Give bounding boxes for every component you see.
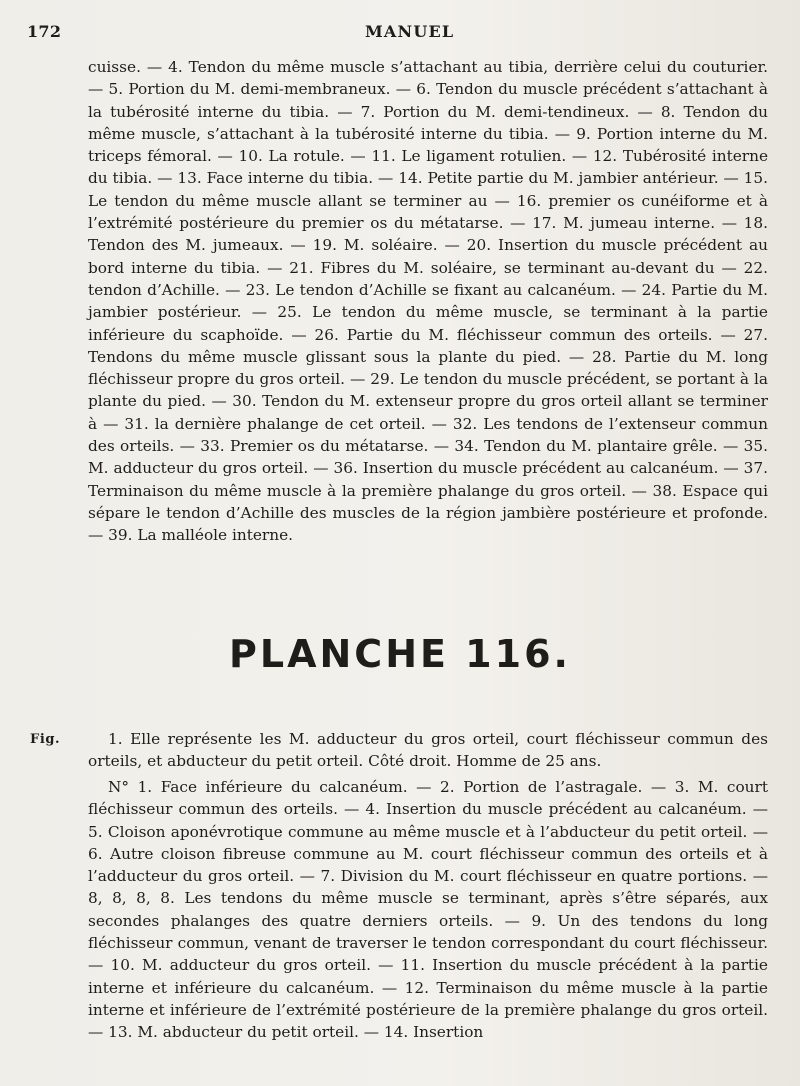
plate-heading: PLANCHE 116. [229,632,571,676]
page-number: 172 [27,22,62,41]
figure-caption-text: Elle représente les M. adducteur du gros orteil, court fléchisseur commun des orteils, et abducteur du petit orteil. Côté droit. Homme de 25 ans. [88,730,768,771]
continued-legend-paragraph: cuisse. — 4. Tendon du même muscle s’attachant au tibia, derrière celui du couturier. — 5. Portion du M. demi-membraneux. — 6. Tendon du muscle précédent s’attachant à la tubérosité interne du tibia. — 7. Portion du M. demi-tendineux. — 8. Tendon du même muscle, s’attachant à la tubérosité interne du tibia. — 9. Portion interne du M. triceps fémoral. — 10. La rotule. — 11. Le ligament rotulien. — 12. Tubérosité interne du tibia. — 13. Face interne du tibia. — 14. Petite partie du M. jambier antérieur. — 15. Le tendon du même muscle allant se terminer au — 16. premier os cunéiforme et à l’extrémité postérieure du premier os du métatarse. — 17. M. jumeau interne. — 18. Tendon des M. jumeaux. — 19. M. soléaire. — 20. Insertion du muscle précédent au bord interne du tibia. — 21. Fibres du M. soléaire, se terminant au-devant du — 22. tendon d’Achille. — 23. Le tendon d’Achille se fixant au calcanéum. — 24. Partie du M. jambier postérieur. — 25. Le tendon du même muscle, se terminant à la partie inférieure du scaphoïde. — 26. Partie du M. fléchisseur commun des orteils. — 27. Tendons du même muscle glissant sous la plante du pied. — 28. Partie du M. long fléchisseur propre du gros orteil. — 29. Le tendon du muscle précédent, se portant à la plante du pied. — 30. Tendon du M. extenseur propre du gros orteil allant se terminer à — 31. la dernière phalange de cet orteil. — 32. Les tendons de l’extenseur commun des orteils. — 33. Premier os du métatarse. — 34. Tendon du M. plantaire grêle. — 35. M. adducteur du gros orteil. — 36. Insertion du muscle précédent au calcanéum. — 37. Terminaison du même muscle à la première phalange du gros orteil. — 38. Espace qui sépare le tendon d’Achille des muscles de la région jambière postérieure et profonde. — 39. La malléole interne. [88,58,768,545]
running-header [27,22,778,48]
figure-legend-paragraph: N° 1. Face inférieure du calcanéum. — 2. Portion de l’astragale. — 3. M. court fléchisseur commun des orteils. — 4. Insertion du muscle précédent au calcanéum. — 5. Cloison aponévrotique commune au même muscle et à l’abducteur du petit orteil. — 6. Autre cloison fibreuse commune au M. court fléchisseur commun des orteils et à l’adducteur du gros orteil. — 7. Division du M. court fléchisseur en quatre portions. — 8, 8, 8, 8. Les tendons du même muscle se terminant, après s’être séparés, aux secondes phalanges des quatre derniers orteils. — 9. Un des tendons du long fléchisseur commun, venant de traverser le tendon correspondant du court fléchisseur. — 10. M. adducteur du gros orteil. — 11. Insertion du muscle précédent à la partie interne et inférieure du calcanéum. — 12. Terminaison du même muscle à la partie interne et inférieure de l’extrémité postérieure de la première phalange du gros orteil. — 13. M. abducteur du petit orteil. — 14. Insertion [88,778,768,1042]
figure-caption [88,728,768,773]
figure-label: Fig. [30,732,61,747]
figure-number: 1. [108,730,123,748]
running-title: MANUEL [365,22,455,41]
